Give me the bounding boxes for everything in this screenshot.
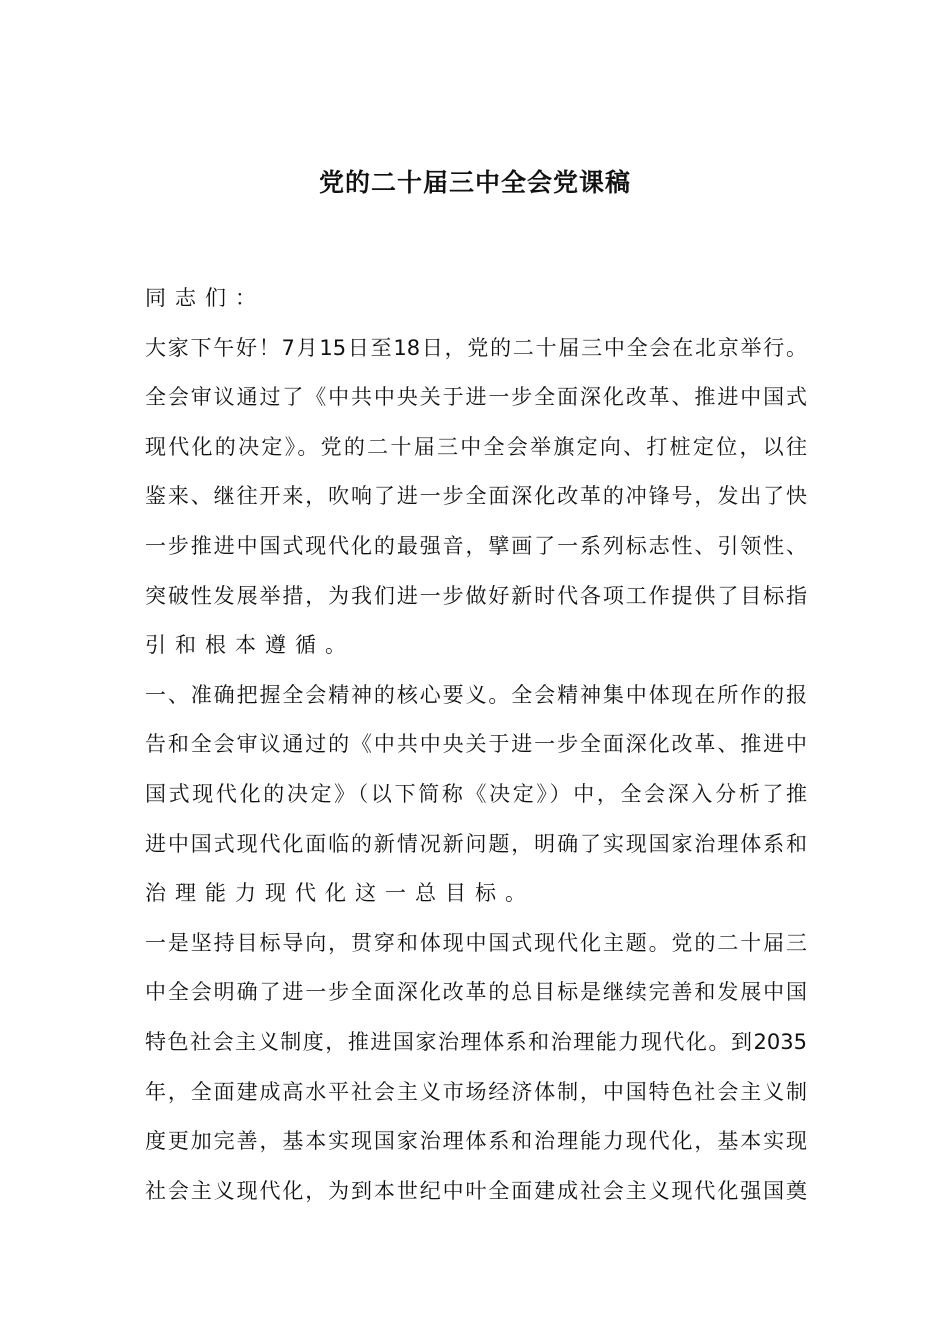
paragraph-2-line: 告和全会审议通过的《中共中央关于进一步全面深化改革、推进中 bbox=[145, 732, 807, 757]
paragraph-3-line: 特色社会主义制度，推进国家治理体系和治理能力现代化。到2035 bbox=[145, 1030, 807, 1054]
document-title: 党的二十届三中全会党课稿 bbox=[318, 168, 631, 197]
paragraph-1-line: 突破性发展举措，为我们进一步做好新时代各项工作提供了目标指 bbox=[145, 583, 807, 608]
paragraph-3-line: 年，全面建成高水平社会主义市场经济体制，中国特色社会主义制 bbox=[145, 1079, 807, 1104]
paragraph-1-line: 大家下午好！7月15日至18日，党的二十届三中全会在北京举行。 bbox=[145, 335, 807, 360]
paragraph-3-line: 度更加完善，基本实现国家治理体系和治理能力现代化，基本实现 bbox=[145, 1129, 807, 1154]
paragraph-2-line: 治理能力现代化这一总目标。 bbox=[145, 881, 535, 906]
paragraph-3-line: 社会主义现代化，为到本世纪中叶全面建成社会主义现代化强国奠 bbox=[145, 1178, 807, 1203]
paragraph-3-line: 一是坚持目标导向，贯穿和体现中国式现代化主题。党的二十届三 bbox=[145, 930, 807, 955]
paragraph-1-line: 一步推进中国式现代化的最强音，擘画了一系列标志性、引领性、 bbox=[145, 534, 807, 558]
paragraph-1-line: 现代化的决定》。党的二十届三中全会举旗定向、打桩定位，以往 bbox=[145, 434, 807, 459]
paragraph-1-line: 鉴来、继往开来，吹响了进一步全面深化改革的冲锋号，发出了快 bbox=[145, 484, 807, 509]
paragraph-2-line: 进中国式现代化面临的新情况新问题，明确了实现国家治理体系和 bbox=[145, 831, 807, 856]
paragraph-0-line: 同志们： bbox=[145, 286, 265, 310]
paragraph-2-line: 一、准确把握全会精神的核心要义。全会精神集中体现在所作的报 bbox=[145, 682, 807, 707]
paragraph-1-line: 引和根本遵循。 bbox=[145, 633, 355, 658]
paragraph-1-line: 全会审议通过了《中共中央关于进一步全面深化改革、推进中国式 bbox=[145, 385, 807, 410]
paragraph-2-line: 国式现代化的决定》（以下简称《决定》）中，全会深入分析了推 bbox=[145, 782, 807, 806]
paragraph-3-line: 中全会明确了进一步全面深化改革的总目标是继续完善和发展中国 bbox=[145, 980, 807, 1005]
